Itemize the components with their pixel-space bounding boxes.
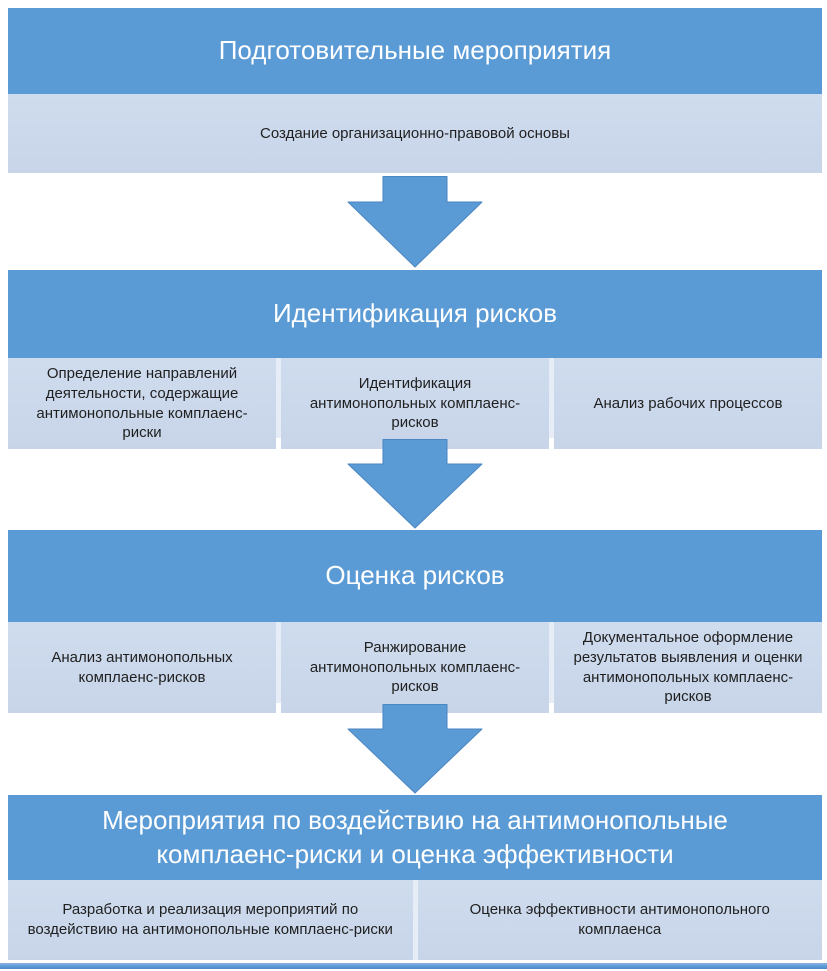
step-cells-row [8, 880, 822, 960]
step-header [8, 270, 822, 358]
process-step-assessment [8, 530, 822, 706]
down-arrow-icon [347, 176, 483, 268]
step-title: Идентификация рисков [272, 298, 558, 329]
down-arrow-icon [347, 439, 483, 529]
step-cell: Документальное оформление результатов выявления и оценки антимонопольных комплаенс-рисков [554, 622, 822, 713]
step-cell: Оценка эффективности антимонопольного комплаенса [418, 880, 823, 960]
step-cell: Идентификация антимонопольных комплаенс-рисков [281, 358, 549, 449]
step-cell: Ранжирование антимонопольных комплаенс-рисков [281, 622, 549, 713]
step-cells-row [8, 622, 822, 706]
arrow-gap [8, 173, 822, 270]
process-step-identification [8, 270, 822, 442]
process-step-preparatory [8, 8, 822, 173]
step-title: Подготовительные мероприятия [218, 35, 612, 66]
step-title: Оценка рисков [325, 560, 505, 591]
arrow-gap [8, 703, 822, 795]
process-step-mitigation [8, 795, 822, 960]
step-header [8, 530, 822, 622]
step-cells-row [8, 358, 822, 442]
step-cell: Анализ рабочих процессов [554, 358, 822, 449]
step-header [8, 795, 822, 880]
step-cells-row [8, 94, 822, 173]
step-cell: Создание организационно-правовой основы [8, 94, 822, 173]
arrow-gap [8, 438, 822, 530]
step-cell: Анализ антимонопольных комплаенс-рисков [8, 622, 276, 713]
cropped-next-shape-bar [0, 963, 827, 969]
step-cell: Разработка и реализация мероприятий по воздействию на антимонопольные комплаенс-риски [8, 880, 413, 960]
flowchart-content [8, 8, 822, 960]
step-cell: Определение направлений деятельности, содержащие антимонопольные комплаенс-риски [8, 358, 276, 449]
step-title: Мероприятия по воздействию на антимонопольные комплаенс-риски и оценка эффективности [102, 805, 728, 869]
step-header [8, 8, 822, 94]
down-arrow-icon [347, 704, 483, 794]
